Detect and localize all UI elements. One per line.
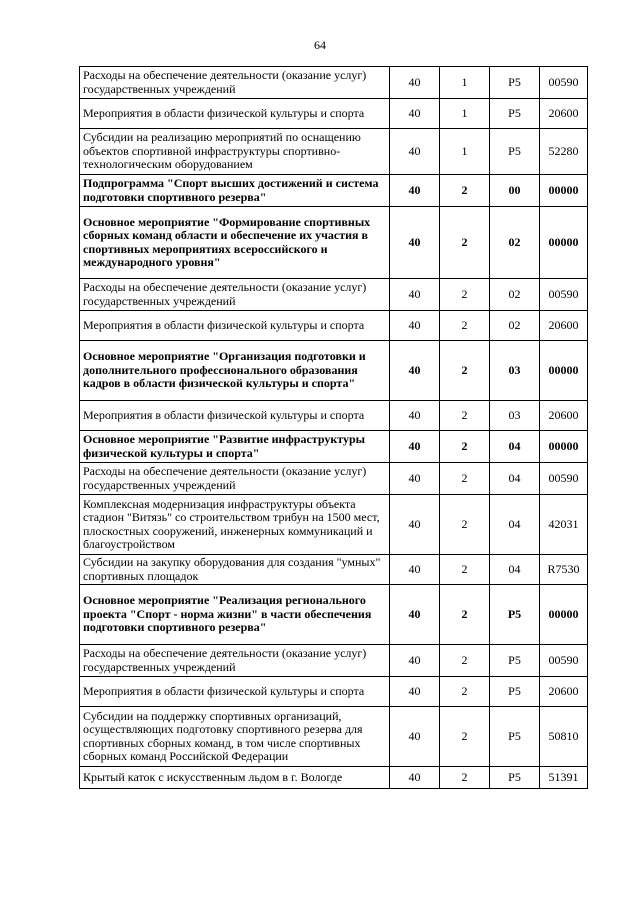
row-name-cell: Мероприятия в области физической культуры и спорта <box>80 99 390 129</box>
table-row <box>80 767 588 789</box>
table-row-section <box>80 585 588 645</box>
table-row <box>80 279 588 311</box>
row-target-cell: 20600 <box>540 401 588 431</box>
row-name-cell: Расходы на обеспечение деятельности (оказание услуг) государственных учреждений <box>80 463 390 495</box>
row-subsection-cell: 04 <box>490 431 540 463</box>
row-section-cell: 2 <box>440 495 490 555</box>
row-code-cell: 40 <box>390 555 440 585</box>
row-name-cell: Расходы на обеспечение деятельности (оказание услуг) государственных учреждений <box>80 67 390 99</box>
table-row-section <box>80 431 588 463</box>
row-name-cell: Основное мероприятие "Реализация регионального проекта "Спорт - норма жизни" в части обеспечения подготовки спортивного резерва" <box>80 585 390 645</box>
row-name-cell: Подпрограмма "Спорт высших достижений и система подготовки спортивного резерва" <box>80 175 390 207</box>
table-row <box>80 311 588 341</box>
row-target-cell: 00000 <box>540 585 588 645</box>
row-subsection-cell: Р5 <box>490 677 540 707</box>
row-section-cell: 2 <box>440 311 490 341</box>
row-section-cell: 2 <box>440 431 490 463</box>
row-target-cell: 20600 <box>540 677 588 707</box>
row-target-cell: 20600 <box>540 99 588 129</box>
row-subsection-cell: 02 <box>490 207 540 279</box>
row-code-cell: 40 <box>390 175 440 207</box>
row-code-cell: 40 <box>390 129 440 175</box>
row-target-cell: 00000 <box>540 341 588 401</box>
row-section-cell: 2 <box>440 767 490 789</box>
row-code-cell: 40 <box>390 99 440 129</box>
row-subsection-cell: 04 <box>490 495 540 555</box>
row-code-cell: 40 <box>390 311 440 341</box>
row-subsection-cell: Р5 <box>490 767 540 789</box>
row-target-cell: 00590 <box>540 463 588 495</box>
row-name-cell: Основное мероприятие "Развитие инфраструктуры физической культуры и спорта" <box>80 431 390 463</box>
row-code-cell: 40 <box>390 279 440 311</box>
row-target-cell: R7530 <box>540 555 588 585</box>
row-subsection-cell: Р5 <box>490 645 540 677</box>
row-target-cell: 00590 <box>540 645 588 677</box>
table-row <box>80 555 588 585</box>
table-body <box>80 67 588 789</box>
row-code-cell: 40 <box>390 207 440 279</box>
table-row-section <box>80 175 588 207</box>
row-target-cell: 51391 <box>540 767 588 789</box>
table-row <box>80 677 588 707</box>
row-target-cell: 00590 <box>540 67 588 99</box>
table-row <box>80 463 588 495</box>
row-section-cell: 2 <box>440 707 490 767</box>
row-section-cell: 2 <box>440 555 490 585</box>
row-code-cell: 40 <box>390 401 440 431</box>
row-name-cell: Основное мероприятие "Организация подготовки и дополнительного профессионального образования кадров в области физической культуры и спорта" <box>80 341 390 401</box>
row-code-cell: 40 <box>390 431 440 463</box>
row-name-cell: Основное мероприятие "Формирование спортивных сборных команд области и обеспечение их участия в спортивных мероприятиях всероссийского и международного уровня" <box>80 207 390 279</box>
row-name-cell: Комплексная модернизация инфраструктуры объекта стадион "Витязь" со строительством трибун на 1500 мест, плоскостных сооружений, инженерных коммуникаций и благоустройством <box>80 495 390 555</box>
row-code-cell: 40 <box>390 767 440 789</box>
row-subsection-cell: 03 <box>490 341 540 401</box>
row-subsection-cell: Р5 <box>490 99 540 129</box>
table-row <box>80 401 588 431</box>
row-subsection-cell: 03 <box>490 401 540 431</box>
row-name-cell: Расходы на обеспечение деятельности (оказание услуг) государственных учреждений <box>80 279 390 311</box>
row-name-cell: Субсидии на реализацию мероприятий по оснащению объектов спортивной инфраструктуры спортивно-технологическим оборудованием <box>80 129 390 175</box>
table-row <box>80 99 588 129</box>
row-section-cell: 2 <box>440 341 490 401</box>
row-code-cell: 40 <box>390 495 440 555</box>
row-subsection-cell: 00 <box>490 175 540 207</box>
row-subsection-cell: Р5 <box>490 129 540 175</box>
row-section-cell: 1 <box>440 99 490 129</box>
row-target-cell: 50810 <box>540 707 588 767</box>
row-subsection-cell: Р5 <box>490 67 540 99</box>
row-section-cell: 2 <box>440 401 490 431</box>
table-row <box>80 645 588 677</box>
budget-table <box>79 66 588 789</box>
row-subsection-cell: 04 <box>490 463 540 495</box>
row-code-cell: 40 <box>390 341 440 401</box>
table-row <box>80 495 588 555</box>
row-section-cell: 2 <box>440 207 490 279</box>
row-section-cell: 1 <box>440 67 490 99</box>
row-section-cell: 2 <box>440 175 490 207</box>
row-target-cell: 00000 <box>540 207 588 279</box>
row-code-cell: 40 <box>390 707 440 767</box>
row-subsection-cell: 02 <box>490 279 540 311</box>
row-subsection-cell: Р5 <box>490 707 540 767</box>
row-target-cell: 00590 <box>540 279 588 311</box>
row-subsection-cell: 02 <box>490 311 540 341</box>
table-row <box>80 67 588 99</box>
row-target-cell: 42031 <box>540 495 588 555</box>
row-subsection-cell: Р5 <box>490 585 540 645</box>
row-code-cell: 40 <box>390 585 440 645</box>
row-code-cell: 40 <box>390 463 440 495</box>
table-row <box>80 129 588 175</box>
row-code-cell: 40 <box>390 677 440 707</box>
table-row-section <box>80 207 588 279</box>
row-name-cell: Крытый каток с искусственным льдом в г. Вологде <box>80 767 390 789</box>
row-target-cell: 20600 <box>540 311 588 341</box>
row-target-cell: 00000 <box>540 431 588 463</box>
row-target-cell: 52280 <box>540 129 588 175</box>
table-row-section <box>80 341 588 401</box>
row-name-cell: Субсидии на поддержку спортивных организаций, осуществляющих подготовку спортивного резерва для спортивных сборных команд, в том числе спортивных сборных команд Российской Федерации <box>80 707 390 767</box>
row-section-cell: 2 <box>440 677 490 707</box>
row-section-cell: 2 <box>440 585 490 645</box>
row-section-cell: 1 <box>440 129 490 175</box>
page-number: 64 <box>314 38 326 52</box>
row-name-cell: Расходы на обеспечение деятельности (оказание услуг) государственных учреждений <box>80 645 390 677</box>
table-row <box>80 707 588 767</box>
row-subsection-cell: 04 <box>490 555 540 585</box>
row-name-cell: Мероприятия в области физической культуры и спорта <box>80 401 390 431</box>
row-section-cell: 2 <box>440 645 490 677</box>
row-name-cell: Мероприятия в области физической культуры и спорта <box>80 677 390 707</box>
row-section-cell: 2 <box>440 279 490 311</box>
row-name-cell: Мероприятия в области физической культуры и спорта <box>80 311 390 341</box>
row-code-cell: 40 <box>390 67 440 99</box>
row-section-cell: 2 <box>440 463 490 495</box>
row-name-cell: Субсидии на закупку оборудования для создания "умных" спортивных площадок <box>80 555 390 585</box>
row-code-cell: 40 <box>390 645 440 677</box>
row-target-cell: 00000 <box>540 175 588 207</box>
